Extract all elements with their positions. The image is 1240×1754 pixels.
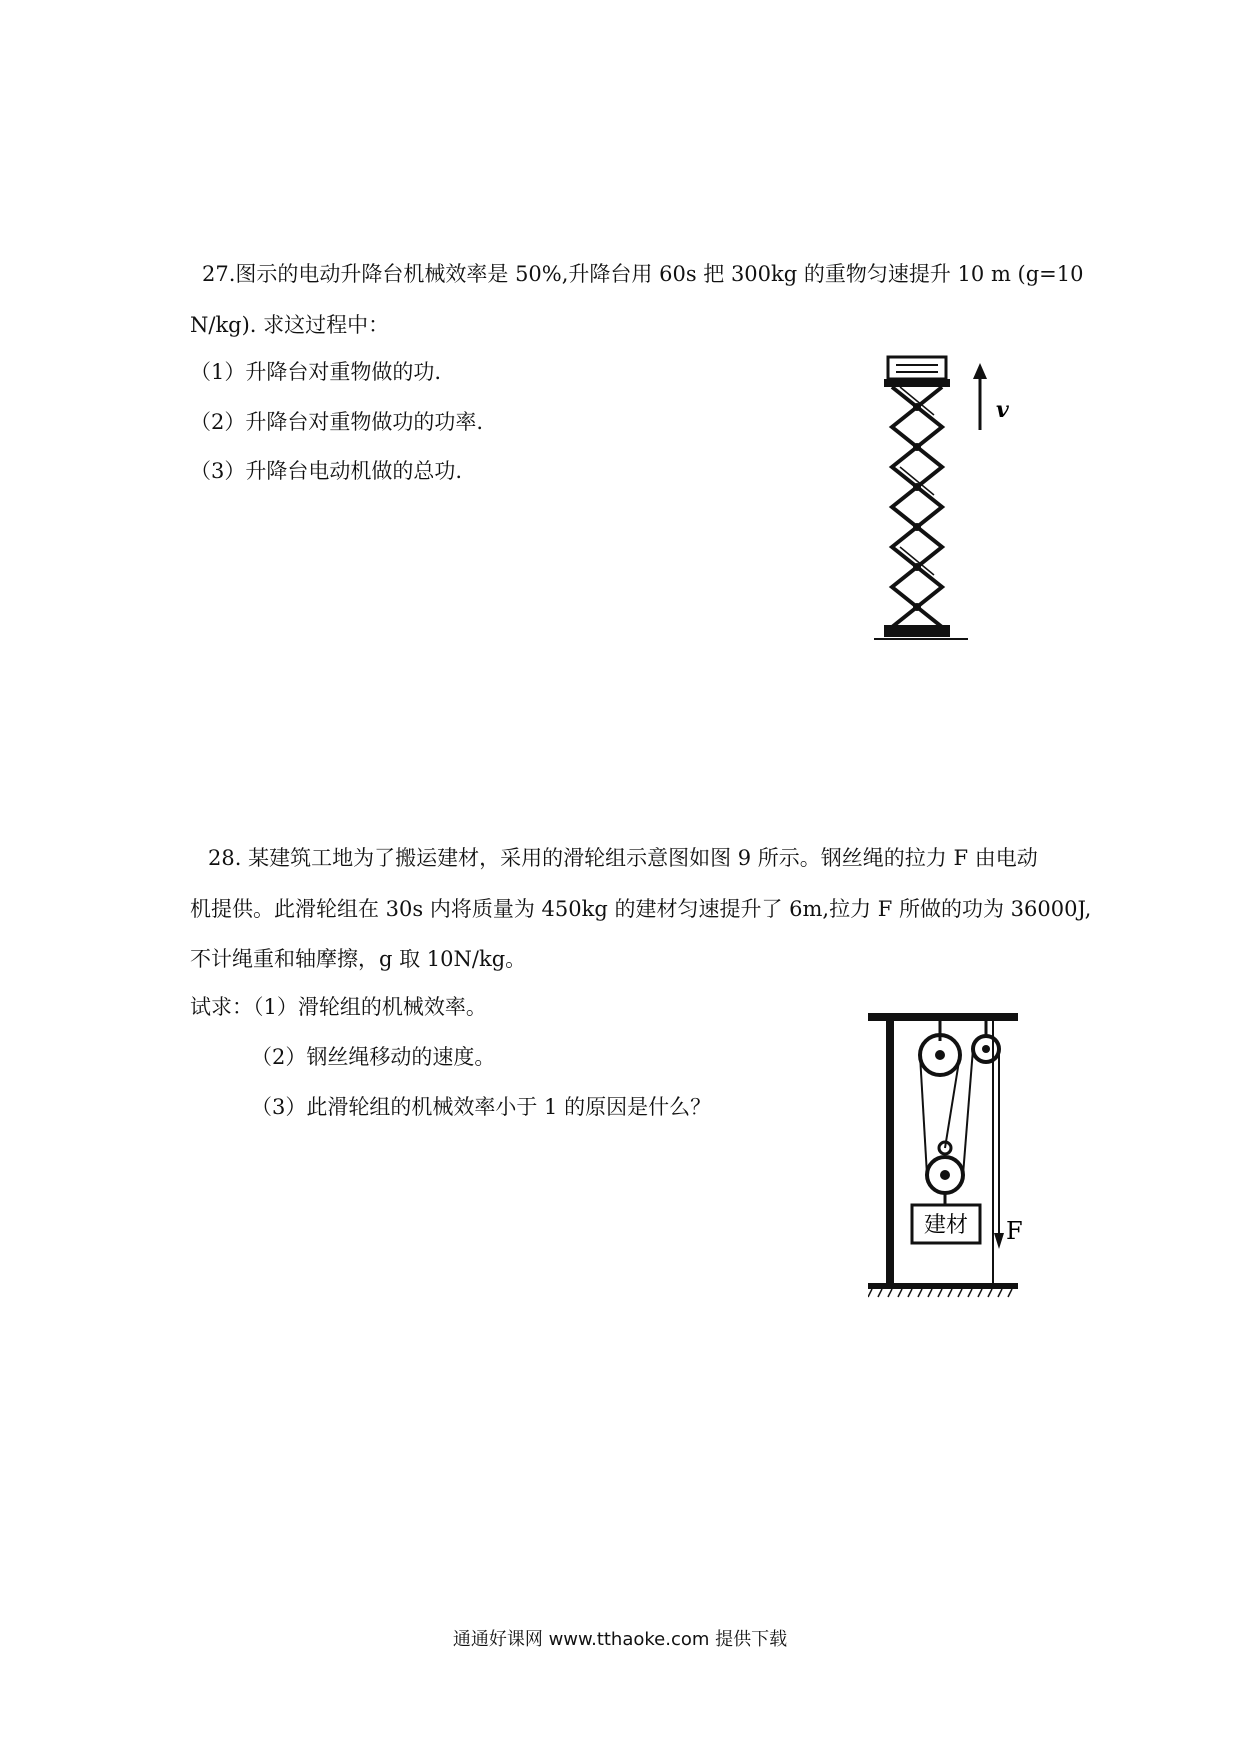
force-label: F	[1006, 1217, 1023, 1245]
q28-line3: 不计绳重和轴摩擦，g 取 10N/kg。	[190, 947, 527, 971]
scissor-lift-figure	[870, 345, 1020, 645]
q28-sub3: （3）此滑轮组的机械效率小于 1 的原因是什么？	[251, 1095, 712, 1119]
velocity-label: v	[996, 397, 1009, 423]
building-material-label: 建材	[923, 1213, 969, 1238]
q27-sub2: （2）升降台对重物做功的功率.	[190, 410, 484, 434]
q27-line2: N/kg). 求这过程中：	[190, 313, 390, 337]
q27-line1: 27.图示的电动升降台机械效率是 50%,升降台用 60s 把 300kg 的重物匀速提升 10 m (g=10	[202, 262, 1084, 286]
q28-line2: 机提供。此滑轮组在 30s 内将质量为 450kg 的建材匀速提升了 6m,拉力 F 所做的功为 36000J,	[190, 897, 1092, 921]
page-footer: 通通好课网 www.tthaoke.com 提供下载	[452, 1629, 788, 1650]
q28-ask: 试求：（1）滑轮组的机械效率。	[190, 995, 487, 1019]
q27-sub3: （3）升降台电动机做的总功.	[190, 459, 463, 483]
q28-sub2: （2）钢丝绳移动的速度。	[251, 1045, 496, 1069]
q27-sub1: （1）升降台对重物做的功.	[190, 360, 442, 384]
pulley-system-figure	[868, 1005, 1038, 1305]
q28-line1: 28. 某建筑工地为了搬运建材，采用的滑轮组示意图如图 9 所示。钢丝绳的拉力 F 由电动	[208, 846, 1038, 870]
